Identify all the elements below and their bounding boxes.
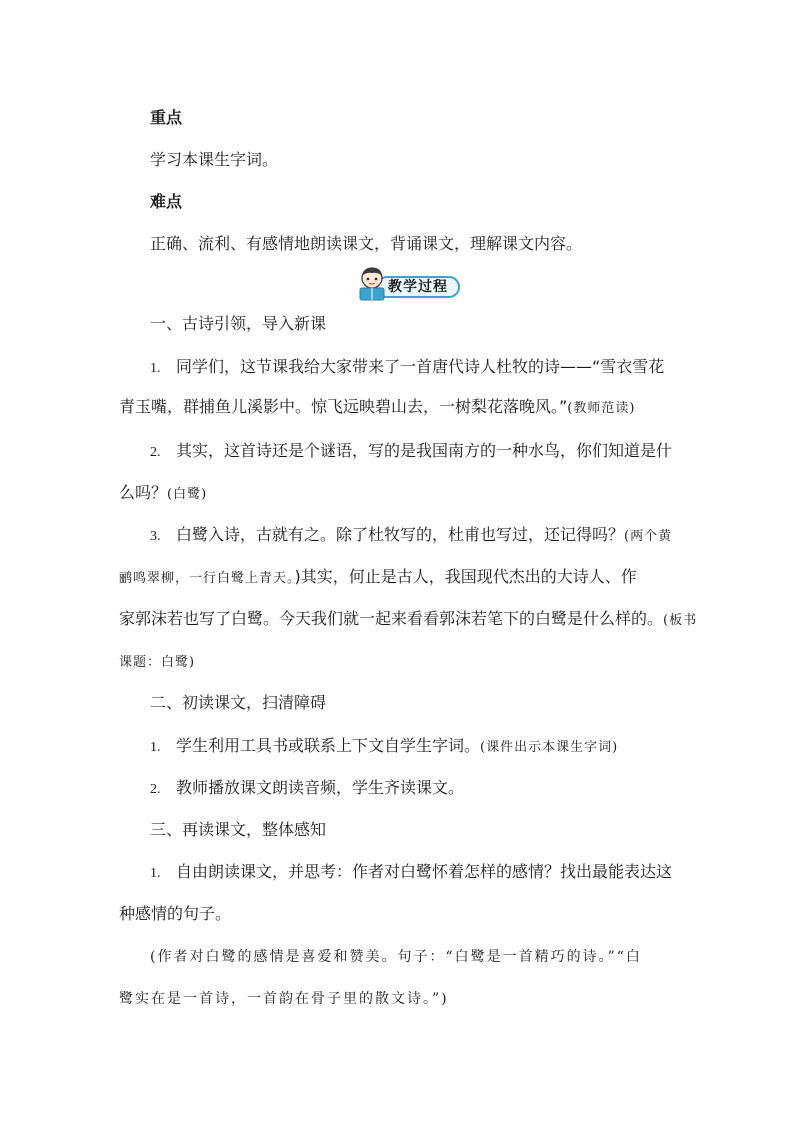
item-text: 学生利用工具书或联系上下文自学生字词。	[176, 736, 481, 755]
item-text: 白鹭入诗，古就有之。除了杜牧写的，杜甫也写过，还记得吗？	[176, 525, 625, 544]
part3-item1-line2: 种感情的句子。	[119, 904, 232, 923]
board-note: 课题：白鹭)	[119, 655, 196, 670]
item-text: 自由朗读课文，并思考：作者对白鹭怀着怎样的感情？找出最能表达这	[176, 862, 673, 881]
reading-child-icon	[354, 264, 390, 302]
part2-item2	[150, 778, 464, 800]
item-text: 家郭沫若也写了白鹭。今天我们就一起来看看郭沫若笔下的白鹭是什么样的。	[119, 609, 664, 628]
part1-item2-line1	[150, 441, 672, 463]
answer-note: 鹂鸣翠柳，一行白鹭上青天。	[119, 571, 295, 586]
teacher-note: (教师范读)	[567, 401, 636, 416]
item-text: 青玉嘴，群捕鱼儿溪影中。惊飞远映碧山去，一树梨花落晚风。”	[119, 397, 568, 416]
part2-heading: 二、初读课文，扫清障碍	[150, 693, 327, 712]
part1-item3-line4	[119, 651, 195, 673]
banner-label: 教学过程	[388, 279, 448, 295]
answer-note: (两个黄	[624, 529, 673, 544]
item-number: 1.	[150, 740, 161, 755]
key-point-text: 学习本课生字词。	[150, 150, 279, 169]
item-text: 同学们，这节课我给大家带来了一首唐代诗人杜牧的诗——“雪衣雪花	[176, 357, 665, 376]
part2-item1	[150, 736, 618, 758]
part3-answer-line1: (作者对白鹭的感情是喜爱和赞美。句子：“白鹭是一首精巧的诗。”“白	[150, 949, 642, 965]
item-number: 1.	[150, 361, 161, 376]
part1-item3-line1	[150, 525, 672, 547]
difficulty-heading: 难点	[150, 192, 183, 211]
part1-item3-line3	[119, 609, 697, 631]
item-number: 3.	[150, 529, 161, 544]
part1-item1-line1	[150, 357, 664, 379]
difficulty-text: 正确、流利、有感情地朗读课文，背诵课文，理解课文内容。	[150, 234, 583, 253]
answer-note: (白鹭)	[167, 487, 208, 502]
teaching-process-banner	[354, 264, 464, 302]
item-text: 教师播放课文朗读音频，学生齐读课文。	[176, 778, 465, 797]
item-number: 2.	[150, 782, 161, 797]
item-number: 2.	[150, 445, 161, 460]
item-text: 其实，这首诗还是个谜语，写的是我国南方的一种水鸟，你们知道是什	[176, 441, 673, 460]
part1-heading: 一、古诗引领，导入新课	[150, 314, 327, 333]
part3-answer-line2: 鹭实在是一首诗，一首韵在骨子里的散文诗。”)	[119, 991, 449, 1007]
board-note: (板书	[663, 613, 698, 628]
part3-item1-line1	[150, 862, 672, 884]
part1-item1-line2	[119, 397, 635, 419]
part1-item2-line2	[119, 483, 207, 505]
item-number: 1.	[150, 866, 161, 881]
part3-heading: 三、再读课文，整体感知	[150, 820, 327, 839]
item-text: )其实，何止是古人，我国现代杰出的大诗人、作	[294, 567, 637, 586]
item-text: 么吗？	[119, 483, 168, 502]
courseware-note: (课件出示本课生字词)	[480, 740, 619, 755]
part1-item3-line2	[119, 567, 637, 589]
key-point-heading: 重点	[150, 108, 183, 127]
